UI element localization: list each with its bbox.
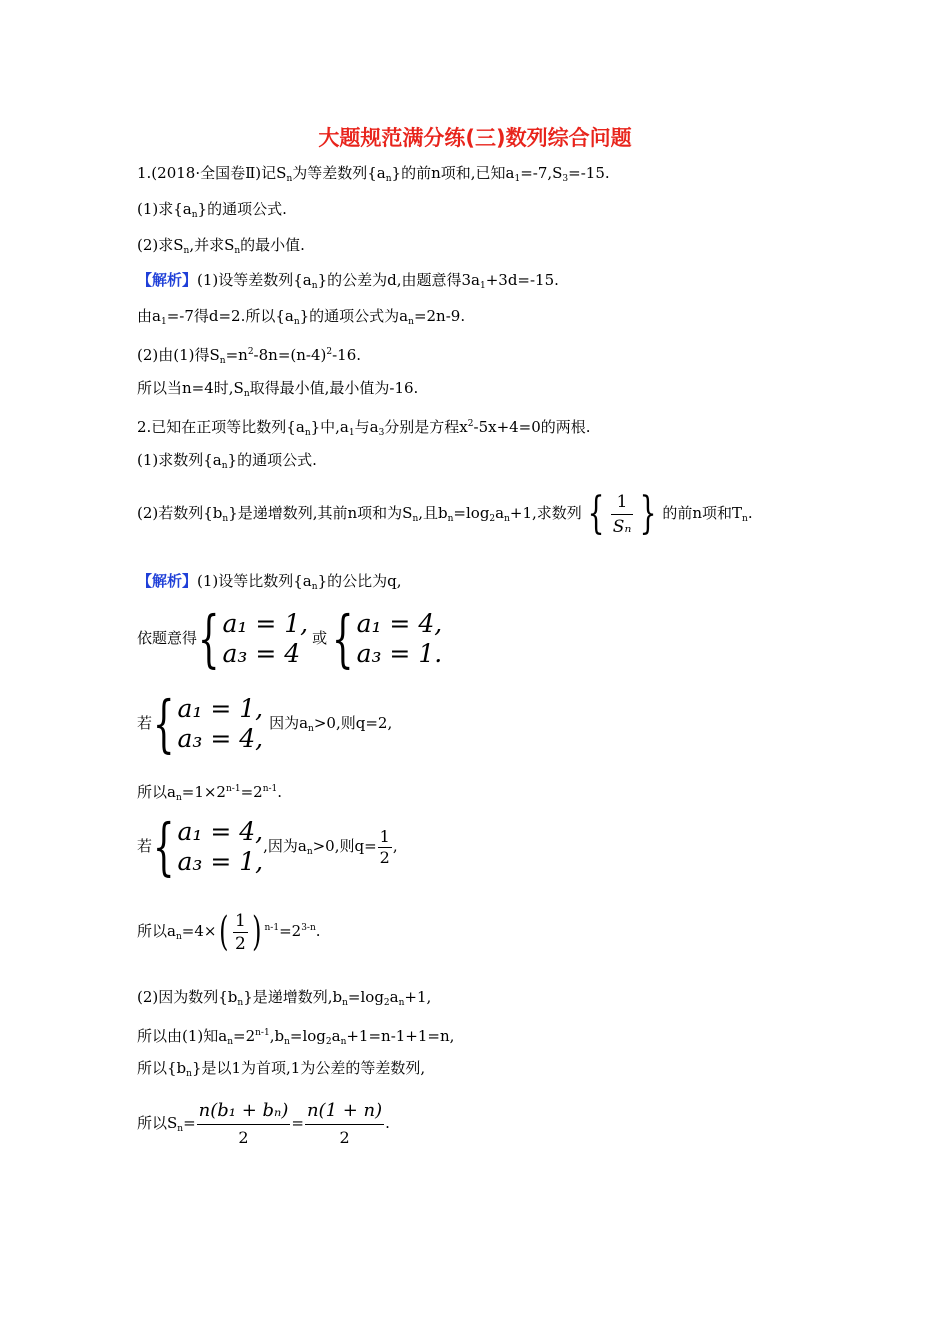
reciprocal-sn-expression: { $\frac{1}{\text{Sₙ}}$ }	[587, 488, 657, 539]
solution-2-line-1: 【解析】(1)设等比数列$\{a_n\}$的公比为q,	[137, 572, 402, 592]
problem-2-part-1: (1)求数列$\{a_n\}$的通项公式.	[137, 451, 317, 471]
equation-system-3: { a₁ = 1, a₃ = 4,	[152, 687, 264, 760]
solution-tag: 【解析】	[137, 572, 198, 590]
page-title: 大题规范满分练(三)数列综合问题	[318, 126, 632, 150]
problem-2-statement: 2.已知在正项等比数列$\{a_n\}$中$,a_1$与$a_3$分别是方程$x^2-5x+4=0$的两根.	[137, 418, 591, 438]
solution-1-line-4: 所以当n=4时$,S_n$取得最小值,最小值为-16.	[137, 379, 419, 399]
solution-2-line-6: 所以$a_n=4\times$( $\frac{1}{2}$ ) $^{n-1}=2^{3-n}$.	[137, 909, 321, 955]
equation-system-4: { a₁ = 4, a₃ = 1,	[152, 810, 264, 883]
solution-2-line-8: 所以由(1)知$a_n=2^{n-1},b_n=\log_2a_n+1=n-1+1=n$,	[137, 1027, 455, 1047]
solution-2-line-10: 所以$S_n=$ $\frac{\text{n(b₁ + bₙ)}}{2}$ = $\frac{n(1 + n)}{2}$ .	[137, 1095, 390, 1157]
sn-fraction-2: $\frac{n(1 + n)}{2}$	[306, 1099, 383, 1147]
solution-1-line-3: (2)由(1)得$S_n=n^2-8n=(n-4)^2-16$.	[137, 346, 362, 366]
solution-2-line-2: 依题意得{ a₁ = 1, a₃ = 4 或{ a₁ = 4, a₃ = 1.	[137, 602, 443, 675]
fraction-one-half: $\frac{1}{2}$	[379, 826, 390, 867]
solution-2-line-5: 若{ a₁ = 4, a₃ = 1, ,因为$a_n>0$,则q= $\frac{1}{2}$ ,	[137, 810, 398, 883]
solution-2-line-3: 若{ a₁ = 1, a₃ = 4, 因为$a_n>0$,则q=2,	[137, 687, 393, 760]
solution-1-line-1: 【解析】(1)设等差数列$\{a_n\}$的公差为d,由题意得$3a_1+3d=-15$.	[137, 271, 559, 291]
equation-system-2: { a₁ = 4, a₃ = 1.	[331, 602, 443, 675]
solution-2-line-4: 所以$a_n=1\times 2^{n-1}=2^{n-1}$.	[137, 783, 283, 803]
sn-fraction-1: $\frac{\text{n(b₁ + bₙ)}}{2}$	[198, 1099, 289, 1147]
solution-1-line-2: 由$a_1=-7$得d=2.所以$\{a_n\}$的通项公式为$a_n=2n-9$.	[137, 307, 466, 327]
half-power-expression: ( $\frac{1}{2}$ )	[219, 909, 262, 955]
problem-2-part-2: (2)若数列$\{b_n\}$是递增数列,其前n项和为$S_n$,且$b_n=\log_2a_n+1$,求数列 { $\frac{1}{\text{Sₙ}}$ } 的前n项和$T_n$.	[137, 488, 753, 539]
problem-1-part-2: (2)求$S_n$,并求$S_n$的最小值.	[137, 236, 305, 256]
equation-system-1: { a₁ = 1, a₃ = 4	[197, 602, 309, 675]
solution-2-line-7: (2)因为数列$\{b_n\}$是递增数列$,b_n=\log_2a_n+1$,	[137, 988, 432, 1008]
problem-1-statement: 1.(2018·全国卷Ⅱ)记$S_n$为等差数列$\{a_n\}$的前n项和,已知$a_1=-7,S_3=-15$.	[137, 164, 610, 184]
problem-1-part-1: (1)求$\{a_n\}$的通项公式.	[137, 200, 287, 220]
solution-2-line-9: 所以$\{b_n\}$是以1为首项,1为公差的等差数列,	[137, 1059, 426, 1079]
solution-tag: 【解析】	[137, 271, 198, 289]
